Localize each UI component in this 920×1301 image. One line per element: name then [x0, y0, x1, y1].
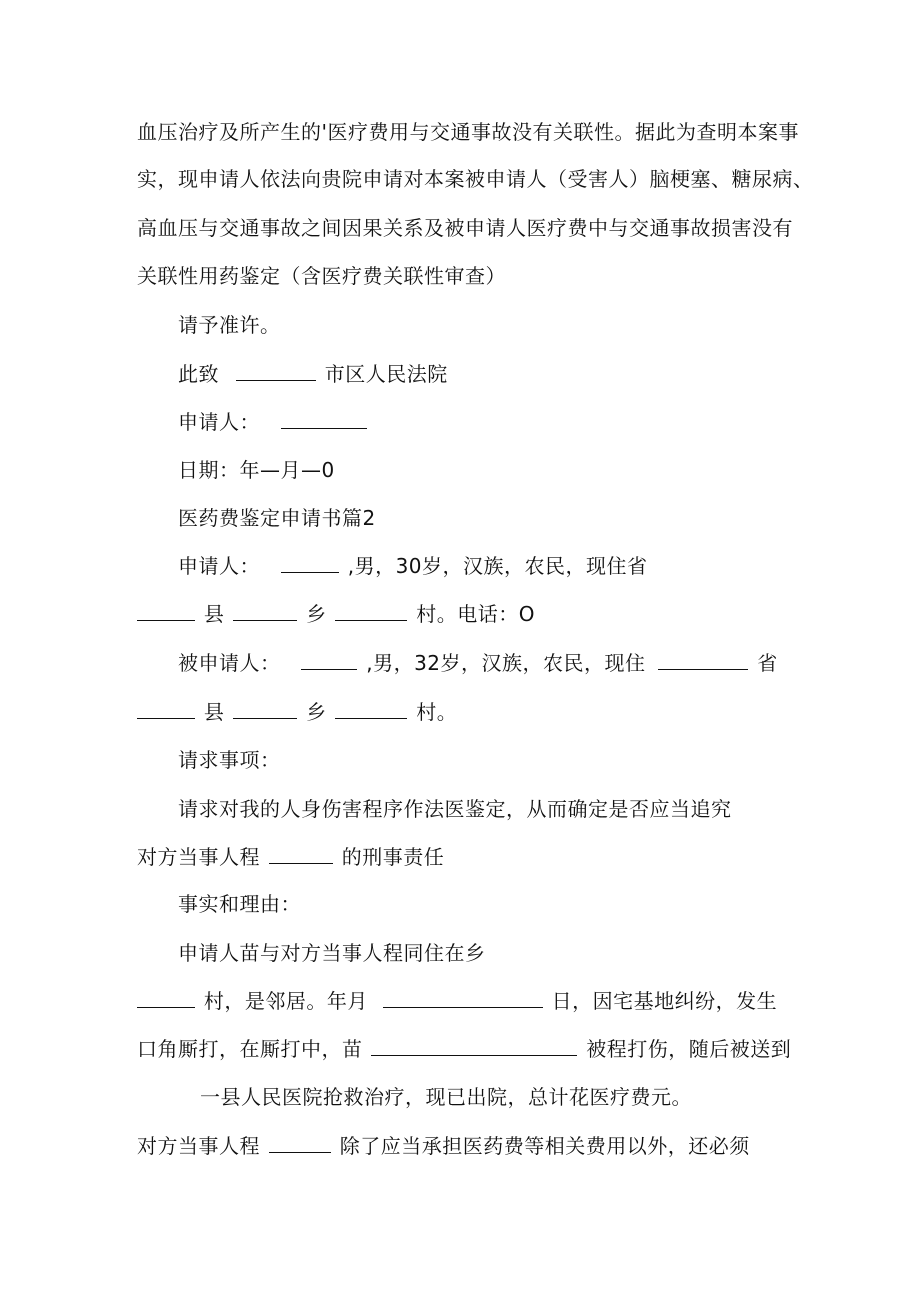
applicant-signature-line: [178, 410, 369, 434]
facts-blank-1: [137, 989, 195, 1008]
facts-line-4: 一县人民医院抢救治疗，现已出院，总计花医疗费元。: [200, 1085, 692, 1109]
respondent-line: [178, 651, 778, 675]
claims-blank: [269, 845, 333, 864]
facts-date-blank: [383, 989, 543, 1008]
court-blank: [236, 362, 316, 381]
respondent-details: ,男，32岁，汉族，农民，现住: [366, 651, 646, 675]
claims-party-label: 对方当事人程: [137, 845, 260, 869]
paragraph-line-3: 高血压与交通事故之间因果关系及被申请人医疗费中与交通事故损害没有: [137, 216, 793, 240]
village-phone-label: 村。电话：O: [416, 602, 536, 626]
claims-line-2: [137, 845, 444, 869]
facts-obligation-text: 除了应当承担医药费等相关费用以外，还必须: [339, 1134, 750, 1158]
paragraph-line-4: 关联性用药鉴定（含医疗费关联性审查）: [137, 264, 506, 288]
applicant-label: 申请人：: [178, 410, 260, 434]
village-label-2: 村。: [416, 700, 458, 724]
s2-applicant-details: ,男，30岁，汉族，农民，现住省: [347, 554, 648, 578]
facts-neighbor-text: 村，是邻居。年月: [203, 989, 368, 1013]
township-label-2: 乡: [306, 700, 327, 724]
address-blank-4: [137, 700, 195, 719]
s2-applicant-address-line: [137, 602, 535, 626]
county-label-2: 县: [203, 700, 225, 724]
facts-line-3: [137, 1037, 791, 1061]
facts-party-label: 对方当事人程: [137, 1134, 260, 1158]
province-label: 省: [757, 651, 778, 675]
addressee-prefix: 此致: [178, 362, 219, 386]
respondent-label: 被申请人：: [178, 651, 281, 675]
facts-heading: 事实和理由：: [178, 892, 301, 916]
facts-blank-2: [371, 1037, 577, 1056]
s2-applicant-line: [178, 554, 648, 578]
facts-line-2: [137, 989, 777, 1013]
facts-fight-text: 口角厮打，在厮打中，苗: [137, 1037, 363, 1061]
respondent-name-blank: [301, 651, 357, 670]
paragraph-line-1: 血压治疗及所产生的'医疗费用与交通事故没有关联性。据此为查明本案事: [137, 120, 799, 144]
facts-injury-text: 被程打伤，随后被送到: [586, 1037, 792, 1061]
facts-line-1: 申请人苗与对方当事人程同住在乡: [178, 941, 486, 965]
address-blank-1: [137, 602, 195, 621]
s2-applicant-label: 申请人：: [178, 554, 260, 578]
applicant-blank: [281, 410, 367, 429]
approval-line: 请予准许。: [178, 313, 281, 337]
s2-applicant-name-blank: [281, 554, 339, 573]
addressee-line: [178, 362, 448, 386]
facts-dispute-text: 日，因宅基地纠纷，发生: [551, 989, 778, 1013]
township-label: 乡: [306, 602, 327, 626]
respondent-address-line: [137, 700, 457, 724]
respondent-province-blank: [658, 651, 748, 670]
court-name: 市区人民法院: [324, 362, 448, 386]
date-line: 日期：年—月—0: [178, 458, 335, 482]
county-label: 县: [203, 602, 225, 626]
address-blank-3: [335, 602, 407, 621]
facts-blank-3: [269, 1134, 331, 1153]
facts-line-5: [137, 1134, 750, 1158]
address-blank-2: [233, 602, 297, 621]
paragraph-line-2: 实，现申请人依法向贵院申请对本案被申请人（受害人）脑梗塞、糖尿病、: [137, 167, 814, 191]
address-blank-6: [335, 700, 407, 719]
claims-liability-text: 的刑事责任: [341, 845, 445, 869]
address-blank-5: [233, 700, 297, 719]
claims-line-1: 请求对我的人身伤害程序作法医鉴定，从而确定是否应当追究: [178, 797, 732, 821]
section-title: 医药费鉴定申请书篇2: [178, 506, 376, 530]
claims-heading: 请求事项：: [178, 748, 281, 772]
